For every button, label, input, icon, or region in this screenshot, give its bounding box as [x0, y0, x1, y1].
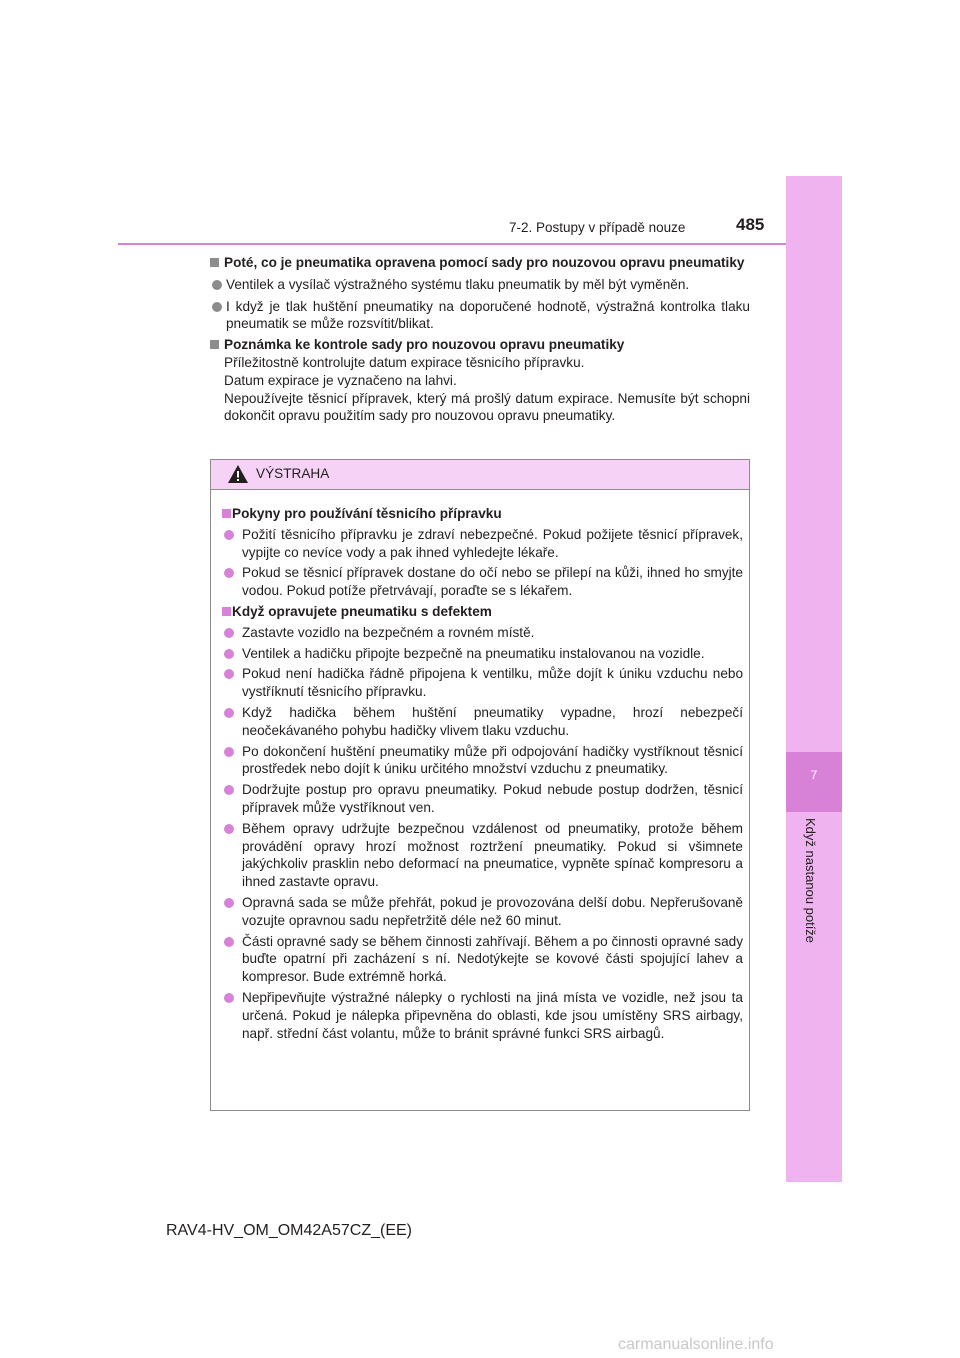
list-item: Během opravy udržujte bezpečnou vzdálenost od pneumatiky, protože během provádění opravy hrozí možnost roztržení pneumatiky. Pokud si všimnete jakýchkoliv prasklin nebo deformací na pneumatice, vypněte spínač kompresoru a ihned zastavte opravu.: [222, 820, 743, 891]
list-item: I když je tlak huštění pneumatiky na doporučené hodnotě, výstražná kontrolka tlaku pneumatik se může rozsvítit/blikat.: [210, 298, 750, 334]
header-divider: [118, 243, 786, 245]
chapter-number-block: [786, 752, 842, 812]
list-item: Nepřipevňujte výstražné nálepky o rychlosti na jiná místa ve vozidle, než jsou ta určená. Pokud je nálepka připevněna do oblasti, kde jsou umístěny SRS airbagy, např. střední část volantu, může to bránit správné funkci SRS airbagů.: [222, 989, 743, 1042]
chapter-title: Když nastanou potíže: [803, 818, 818, 944]
round-bullet-icon: [224, 708, 234, 718]
list-item: Zastavte vozidlo na bezpečném a rovném místě.: [222, 624, 743, 642]
paragraph-line: Příležitostně kontrolujte datum expirace těsnicího přípravku.: [224, 354, 585, 370]
warning-triangle-icon: [228, 465, 248, 483]
round-bullet-icon: [224, 898, 234, 908]
list-item: Po dokončení huštění pneumatiky může při odpojování hadičky vystříknout těsnicí prostředek nebo dojít k úniku určitého množství vzduchu z pneumatiky.: [222, 743, 743, 779]
round-bullet-icon: [224, 937, 234, 947]
round-bullet-icon: [224, 824, 234, 834]
round-bullet-icon: [224, 568, 234, 578]
warning-body: [222, 502, 743, 1042]
paragraph-line: Datum expirace je vyznačeno na lahvi.: [224, 372, 457, 388]
round-bullet-icon: [224, 747, 234, 757]
list-item: Ventilek a vysílač výstražného systému tlaku pneumatik by měl být vyměněn.: [210, 276, 750, 294]
warning-section-heading: Pokyny pro používání těsnicího přípravku: [222, 505, 743, 523]
section-title: 7-2. Postupy v případě nouze: [509, 220, 686, 235]
paragraph-line: Nepoužívejte těsnicí přípravek, který má prošlý datum expirace. Nemusíte být schopni dokončit opravu použitím sady pro nouzovou opravu pneumatiky.: [224, 390, 750, 424]
round-bullet-icon: [224, 669, 234, 679]
round-bullet-icon: [212, 280, 222, 290]
page-number: 485: [736, 215, 765, 234]
round-bullet-icon: [224, 993, 234, 1003]
list-item: Ventilek a hadičku připojte bezpečně na pneumatiku instalovanou na vozidle.: [222, 645, 743, 663]
square-bullet-icon: [210, 340, 219, 349]
round-bullet-icon: [224, 628, 234, 638]
warning-header: [211, 460, 749, 490]
section-heading: Poznámka ke kontrole sady pro nouzovou opravu pneumatiky: [210, 336, 750, 354]
round-bullet-icon: [224, 785, 234, 795]
watermark: carmanualsonline.info: [618, 1336, 774, 1353]
round-bullet-icon: [224, 649, 234, 659]
list-item: Pokud není hadička řádně připojena k ventilku, může dojít k úniku vzduchu nebo vystříknutí těsnicího přípravku.: [222, 665, 743, 701]
chapter-number: 7: [810, 768, 818, 782]
warning-section-heading: Když opravujete pneumatiku s defektem: [222, 603, 743, 621]
list-item: Opravná sada se může přehřát, pokud je provozována delší dobu. Nepřerušovaně vozujte opravnou sadu nepřetržitě déle než 60 minut.: [222, 894, 743, 930]
section-heading: Poté, co je pneumatika opravena pomocí sady pro nouzovou opravu pneumatiky: [210, 254, 750, 272]
chapter-side-tab: [786, 176, 842, 1182]
list-item: Dodržujte postup pro opravu pneumatiky. Pokud nebude postup dodržen, těsnicí přípravek může vystříknout ven.: [222, 781, 743, 817]
list-item: Požití těsnicího přípravku je zdraví nebezpečné. Pokud požijete těsnicí přípravek, vypijte co nevíce vody a pak ihned vyhledejte lékaře.: [222, 526, 743, 562]
square-bullet-icon: [222, 607, 231, 616]
list-item: Když hadička během huštění pneumatiky vypadne, hrozí nebezpečí neočekávaného pohybu hadičky vlivem tlaku vzduchu.: [222, 704, 743, 740]
manual-code: RAV4-HV_OM_OM42A57CZ_(EE): [166, 1222, 412, 1239]
list-item: Pokud se těsnicí přípravek dostane do očí nebo se přilepí na kůži, ihned ho smyjte vodou. Pokud potíže přetrvávají, poraďte se s lékařem.: [222, 564, 743, 600]
main-content: [210, 254, 750, 425]
square-bullet-icon: [210, 258, 219, 267]
warning-title: VÝSTRAHA: [256, 466, 330, 481]
round-bullet-icon: [224, 530, 234, 540]
list-item: Části opravné sady se během činnosti zahřívají. Během a po činnosti opravné sady buďte opatrní při zacházení s ní. Nedotýkejte se kovové části spojující lahev a kompresor. Bude extrémně horká.: [222, 933, 743, 986]
square-bullet-icon: [222, 509, 231, 518]
warning-box: [210, 459, 750, 1111]
round-bullet-icon: [212, 302, 222, 312]
